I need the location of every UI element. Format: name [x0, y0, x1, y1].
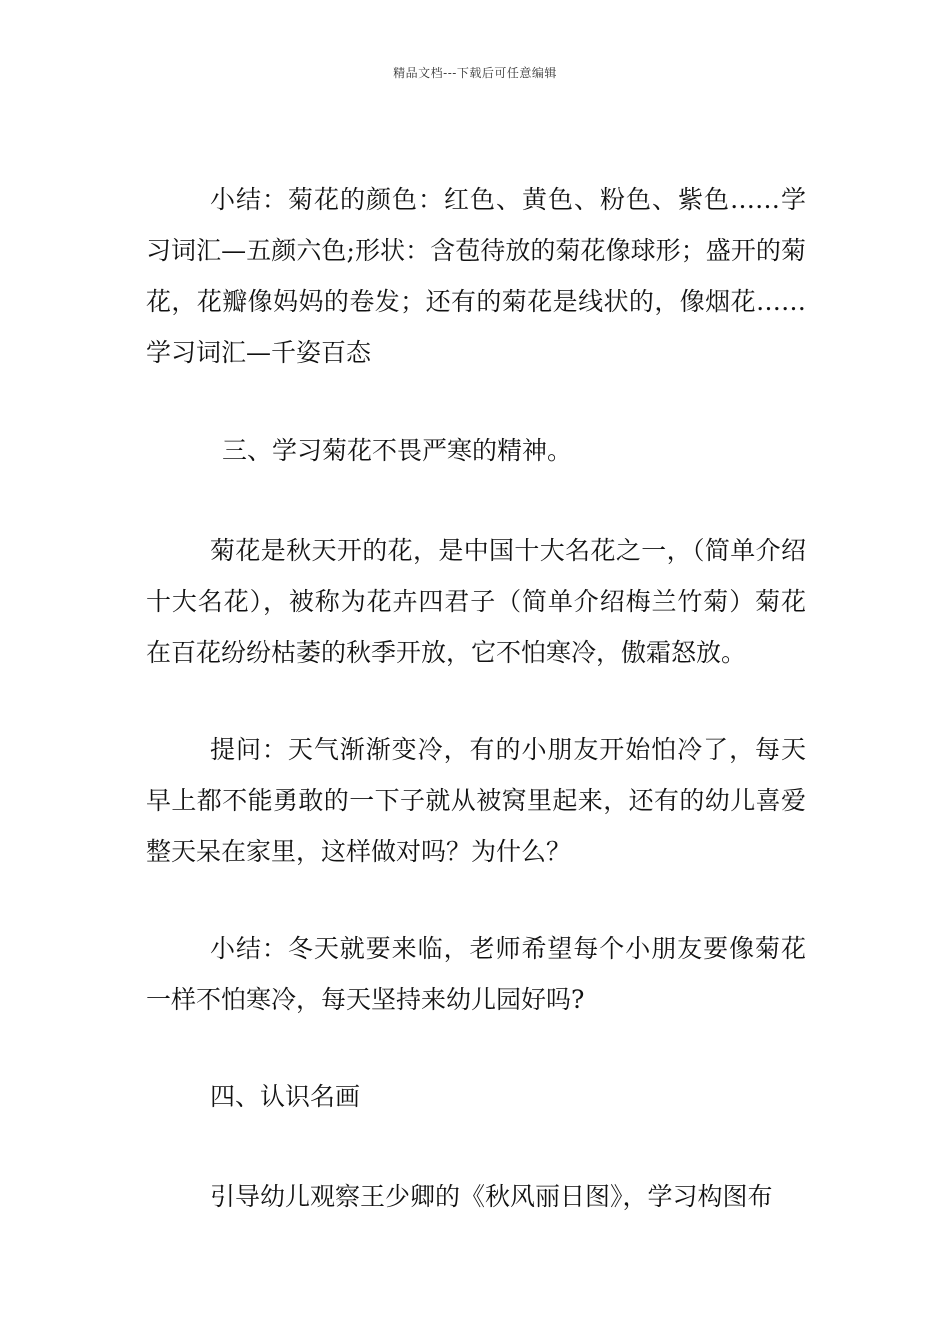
page-header: 精品文档---下载后可任意编辑	[393, 66, 557, 80]
question-paragraph: 提问：天气渐渐变冷，有的小朋友开始怕冷了，每天早上都不能勇敢的一下子就从被窝里起来，还有的幼儿喜爱整天呆在家里，这样做对吗？为什么？	[146, 735, 806, 866]
section-heading-four: 四、认识名画	[210, 1082, 361, 1111]
summary-paragraph-winter: 小结：冬天就要来临，老师希望每个小朋友要像菊花一样不怕寒冷，每天坚持来幼儿园好吗?	[146, 934, 806, 1014]
section-heading-three: 三、学习菊花不畏严寒的精神。	[222, 436, 573, 465]
summary-paragraph-colors-shapes: 小结：菊花的颜色：红色、黄色、粉色、紫色……学习词汇—五颜六色;形状：含苞待放的菊花像球形；盛开的菊花，花瓣像妈妈的卷发；还有的菊花是线状的，像烟花……学习词汇—千姿百态	[146, 185, 806, 367]
painting-guide-paragraph: 引导幼儿观察王少卿的《秋风丽日图》，学习构图布	[210, 1182, 773, 1211]
chrysanthemum-intro-paragraph: 菊花是秋天开的花，是中国十大名花之一，（简单介绍十大名花），被称为花卉四君子（简单介绍梅兰竹菊）菊花在百花纷纷枯萎的秋季开放，它不怕寒冷，傲霜怒放。	[146, 536, 806, 667]
